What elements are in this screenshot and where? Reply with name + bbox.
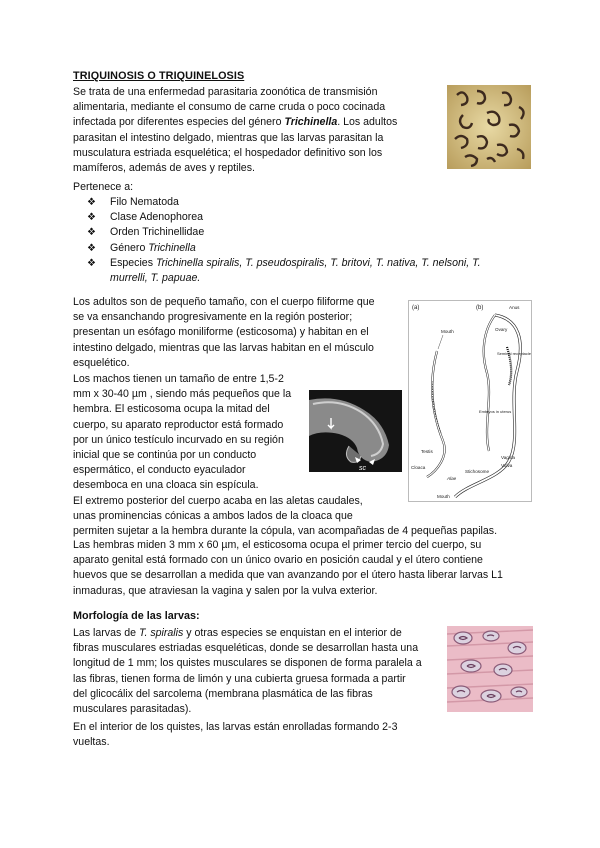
text-span: . Los adultos	[337, 116, 398, 129]
text-line: las fibras, tienen forma de limón y una cubierta gruesa formada a partir	[73, 672, 406, 685]
bullet-icon: ❖	[87, 257, 96, 269]
bullet-icon: ❖	[87, 242, 96, 254]
text-line: desemboca en una cloaca sin espícula.	[73, 479, 259, 492]
species-names: Trichinella spiralis, T. pseudospiralis, T. britovi, T. nativa, T. nelsoni, T.	[155, 256, 481, 269]
text-line: Las hembras miden 3 mm x 60 µm, el esticosoma ocupa el primer tercio del cuerpo, su	[73, 539, 482, 551]
text-line: alimentaria, mediante el consumo de carne cruda o poco cocinada	[73, 101, 386, 114]
females-paragraph	[73, 538, 533, 599]
text-line: presentan un esófago moniliforme (esticosoma) y habitan en el	[73, 326, 369, 339]
list-item	[84, 195, 504, 210]
text-span: y otras especies se enquistan en el interior de	[183, 627, 402, 639]
larvae-heading: Morfología de las larvas:	[73, 610, 200, 622]
adults-paragraph	[73, 295, 403, 371]
text-line: fibras musculares estriadas esqueléticas, donde se desarrollan hasta una	[73, 642, 419, 655]
list-item-text: Filo Nematoda	[110, 196, 179, 208]
taxonomy-list	[84, 195, 504, 286]
diagram-label: Anus	[509, 305, 520, 310]
text-line: musculares parasitadas).	[73, 703, 192, 716]
text-line: huevos que se desarrollan a medida que van avanzando por el útero hasta liberar larvas L1	[73, 569, 503, 582]
nematode-diagram-svg	[409, 301, 531, 501]
diagram-label: Vulva	[501, 463, 513, 468]
text-line: inicial que se continúa por un conducto	[73, 449, 257, 462]
text-line: hembra. El esticosoma ocupa la mitad del	[73, 403, 270, 416]
list-item-text: Género	[110, 241, 149, 254]
text-line: inmaduras, que atraviesan la vagina y salen por la vulva exterior.	[73, 584, 378, 597]
larvae-micrograph	[447, 85, 531, 169]
text-line: por un único testículo incurvado en su región	[73, 433, 284, 446]
diagram-label: (b)	[476, 305, 484, 311]
text-line: esquelético.	[73, 356, 130, 369]
larvae-micrograph-svg	[447, 85, 531, 169]
diagram-label: Mouth	[441, 329, 454, 334]
species-name: T. spiralis	[138, 627, 184, 639]
diagram-label: Cloaca	[411, 465, 426, 470]
nematode-diagram	[408, 300, 532, 502]
text-line: longitud de 1 mm; los quistes musculares se disponen de forma paralela a	[73, 657, 422, 670]
larvae-paragraph	[73, 626, 443, 751]
list-item-text: Clase Adenophorea	[110, 211, 204, 224]
text-line: parasitan el intestino delgado, mientras que las larvas parasitan la	[73, 131, 384, 144]
muscle-cyst-micrograph-svg	[447, 626, 533, 712]
diagram-label: Embryos in uterus	[479, 409, 512, 414]
list-item-text: Orden Trichinellidae	[110, 226, 205, 239]
diagram-label: Vagina	[501, 455, 515, 460]
diagram-label: (a)	[412, 305, 420, 311]
text-line: permiten sujetar a la hembra durante la cópula, van acompañadas de 4 pequeñas papilas.	[73, 525, 498, 538]
diagram-label: Seminal receptacle	[497, 351, 531, 356]
list-item	[84, 241, 504, 256]
sem-micrograph-svg	[309, 390, 402, 472]
text-line: Los machos tienen un tamaño de entre 1,5-2	[73, 373, 284, 385]
list-item-text: Especies	[110, 256, 156, 269]
text-line: aparato genital está formado con un único ovario en posición caudal y el útero contiene	[73, 554, 483, 567]
text-line: Los adultos son de pequeño tamaño, con el cuerpo filiforme que	[73, 296, 375, 308]
species-names: murrelli, T. papuae.	[110, 272, 201, 285]
text-line: musculatura estriada esquelética; el hospedador definitivo son los	[73, 146, 383, 159]
sem-label: sc	[359, 465, 366, 472]
text-line: El extremo posterior del cuerpo acaba en las aletas caudales,	[73, 494, 363, 507]
intro-paragraph	[73, 85, 438, 176]
text-line: intestino delgado, mientras que las larvas habitan en el músculo	[73, 341, 374, 354]
page-title: TRIQUINOSIS O TRIQUINELOSIS	[73, 70, 245, 82]
text-line: se va ensanchando progresivamente en la región posterior;	[73, 311, 353, 324]
diagram-label: Alae	[447, 476, 457, 481]
diagram-label: Testis	[421, 449, 433, 454]
text-span: infectada por diferentes especies del género	[73, 116, 285, 129]
diagram-label: Ovary	[495, 327, 508, 332]
text-line: En el interior de los quistes, las larvas están enrolladas formando 2-3	[73, 721, 398, 734]
diagram-label: Mouth	[437, 494, 450, 499]
diagram-label: Stichosome	[465, 469, 490, 474]
text-line: del glicocálix del sarcolema (membrana plasmática de las fibras	[73, 687, 373, 700]
list-item	[84, 225, 504, 240]
genus-name: Trichinella	[284, 116, 338, 129]
pertenece-label: Pertenece a:	[73, 181, 134, 193]
list-item	[84, 256, 504, 286]
text-line: espermático, el conducto eyaculador	[73, 464, 246, 477]
muscle-cyst-micrograph	[447, 626, 533, 712]
bullet-icon: ❖	[87, 212, 96, 224]
text-line	[73, 626, 443, 641]
text-line: unas prominencias cónicas a ambos lados de la cloaca que	[73, 509, 353, 522]
bullet-icon: ❖	[87, 197, 96, 208]
text-line: mamíferos, además de aves y reptiles.	[73, 162, 255, 175]
text-line: Se trata de una enfermedad parasitaria zoonótica de transmisión	[73, 86, 378, 98]
genus-name: Trichinella	[148, 241, 196, 254]
text-span: Las larvas de	[73, 627, 139, 639]
list-item	[84, 210, 504, 225]
text-line: vueltas.	[73, 736, 110, 749]
sem-micrograph	[309, 390, 402, 472]
bullet-icon: ❖	[87, 227, 96, 239]
text-line: cuerpo, su aparato reproductor está formado	[73, 418, 284, 431]
text-line: mm x 30-40 µm , siendo más pequeños que la	[73, 388, 292, 401]
text-line	[73, 115, 438, 130]
